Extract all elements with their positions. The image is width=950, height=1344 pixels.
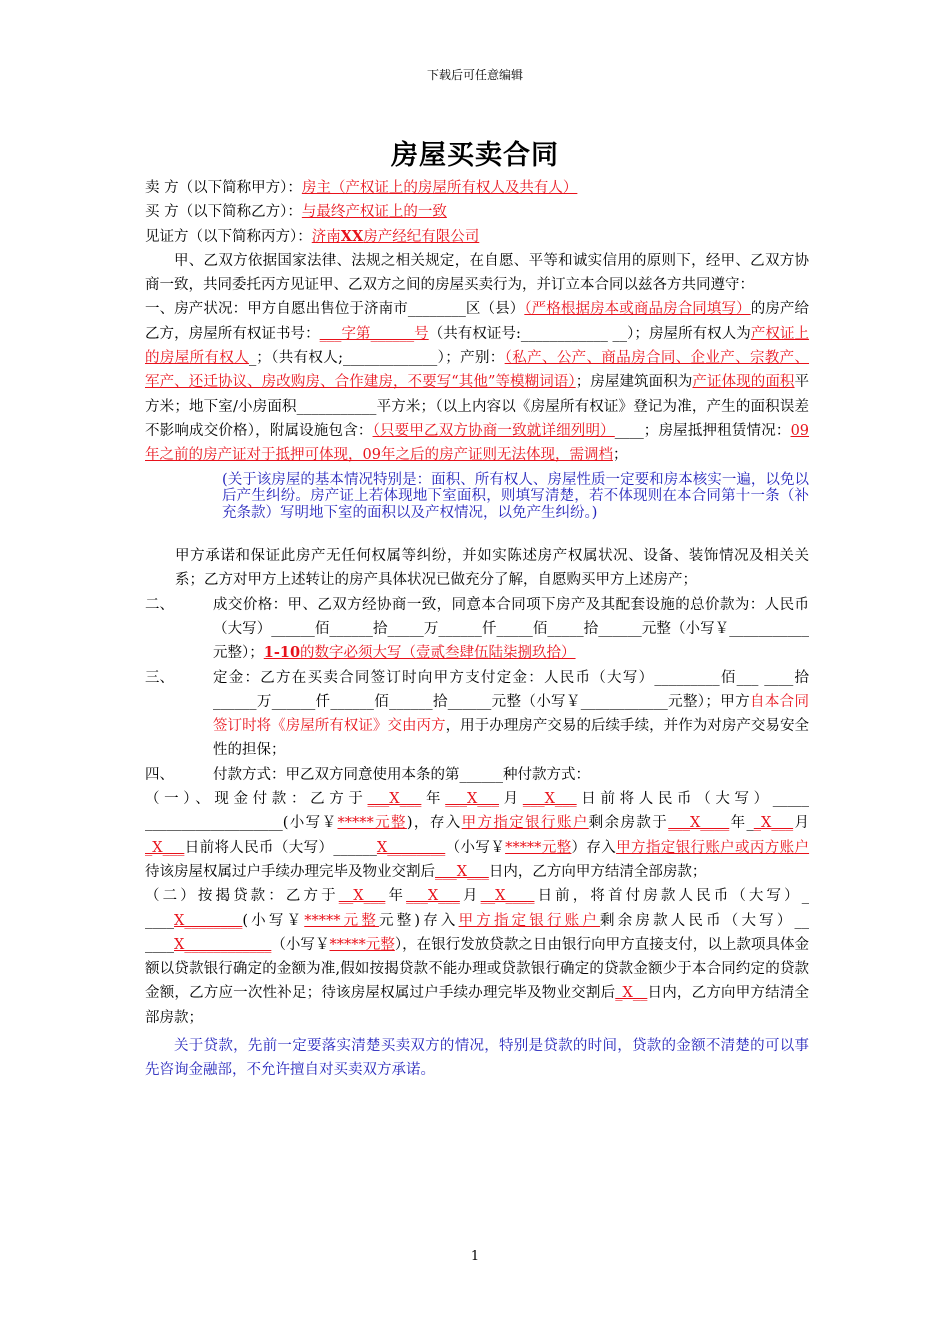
cash-x6: _X___ xyxy=(145,839,185,856)
s3-content xyxy=(175,666,809,763)
s2-digits-note: 1-10 xyxy=(263,644,301,662)
page-title: 房屋买卖合同 xyxy=(391,140,559,171)
s1-text-e: （共有权证号:____________ __）；房屋所有权人为 xyxy=(428,325,751,342)
s3-text: 定金：乙方在买卖合同签订时向甲方支付定金：人民币（大写）_________佰___ ____拾______万______仟______佰______拾______元整（小写￥____________元整）； xyxy=(213,669,809,710)
cash-l: （小写￥ xyxy=(445,839,506,856)
s4-text: 付款方式：甲乙双方同意使用本条的第______种付款方式： xyxy=(213,766,590,783)
loan-d: 日前，将首付房款人民币（大写）_ ____ xyxy=(145,888,810,929)
loan-note: 关于贷款，先前一定要落实清楚买卖双方的情况，特别是贷款的时间，贷款的金额不清楚的可以事先咨询金融部，不允许擅自对买卖双方承诺。 xyxy=(145,1038,809,1079)
loan-e: (小写￥ xyxy=(242,912,305,929)
s1-text-o: ； xyxy=(612,447,628,464)
s3-tail: ，用于办理房产交易的后续手续，并作为对房产交易安全性的担保； xyxy=(213,718,810,759)
s4-number: 四、 xyxy=(145,766,174,783)
s1-text-i: ；房屋建筑面积为 xyxy=(575,374,693,391)
spacer xyxy=(145,521,809,544)
loan-k: *****元整 xyxy=(329,936,395,953)
cash-q: 日内，乙方向甲方结清全部房款； xyxy=(488,863,707,880)
cash-b: 年 xyxy=(421,791,446,808)
cash-n: ）存入 xyxy=(571,839,617,856)
cash-i: 年_ xyxy=(729,815,754,832)
cash-x8: ___X___ xyxy=(435,863,489,880)
cash-d: 日前将人民币（大写）_____ ___________________(小写￥ xyxy=(145,791,810,832)
s1-text-g: _；（共有权人;_____________）；产别： xyxy=(249,350,505,367)
s1-fill-d: ___字第______号 xyxy=(319,325,429,342)
guarantee-paragraph: 甲方承诺和保证此房产无任何权属等纠纷，并如实陈述房产权属状况、设备、装饰情况及相关关系；乙方对甲方上述转让的房产具体状况已做充分了解，自愿购买甲方上述房产； xyxy=(175,548,809,589)
page-header: 下载后可任意编辑 xyxy=(426,68,523,82)
buyer-value: 与最终产权证上的一致 xyxy=(301,204,447,221)
cash-p: 待该房屋权属过户手续办理完毕及物业交割后 xyxy=(145,863,435,880)
s1-fill-h: （私产、公产、商品房合同、企业产、宗教产、军产、还迁协议、房改购房、合作建房，不要写“其他”等模糊词语） xyxy=(145,350,810,391)
property-note: (关于该房屋的基本情况特别是：面积、所有权人、房屋性质一定要和房本核实一遍，以免以后产生纠纷。房产证上若体现地下室面积，则填写清楚，若不体现则在本合同第十一条（补充条款）写明地下室的面积以及产权情况，以免产生纠纷。) xyxy=(222,471,809,521)
s3-number: 三、 xyxy=(145,669,174,686)
loan-payment-clause xyxy=(145,884,809,1030)
witness-line xyxy=(145,225,809,249)
cash-payment-clause xyxy=(145,787,809,884)
cash-j: 月 xyxy=(793,815,810,832)
loan-m: 日内，乙方向甲方结清全部房款； xyxy=(145,985,809,1026)
section-2-price xyxy=(145,593,809,666)
section-4-payment xyxy=(145,763,809,787)
s2-number: 二、 xyxy=(145,596,174,613)
loan-x5: X____________ xyxy=(174,936,272,953)
witness-value-company: 房产经纪有限公司 xyxy=(363,228,480,245)
loan-b: 年 xyxy=(385,888,407,905)
loan-c: 月 xyxy=(459,888,481,905)
cash-e: *****元整 xyxy=(337,815,407,832)
loan-x1: __X___ xyxy=(338,888,386,905)
s2-text: 成交价格：甲、乙双方经协商一致，同意本合同项下房产及其配套设施的总价款为：人民币（大写）______佰______拾_____万______仟_____佰_____拾______元整（小写￥___________元整）； xyxy=(213,596,809,662)
s2-uppercase-note: 的数字必须大写（壹贰叁肆伍陆柒捌玖拾） xyxy=(300,645,576,662)
cash-k: 日前将人民币（大写）______ xyxy=(184,839,377,856)
contract-body xyxy=(145,176,809,1083)
cash-f: )，存入 xyxy=(406,815,462,832)
section-1-property xyxy=(145,297,809,467)
witness-label: 见证方（以下简称丙方）： xyxy=(145,228,312,245)
s3-red-text: 自本合同签订时将《房屋所有权证》交由丙方 xyxy=(213,693,810,735)
cash-x3: ___X___ xyxy=(522,791,577,808)
loan-x3: __X____ xyxy=(480,888,535,905)
loan-l: ），在银行发放贷款之日由银行向甲方直接支付，以上款项具体金额以贷款银行确定的金额为准,假如按揭贷款不能办理或贷款银行确定的贷款金额少于本合同约定的贷款金额，乙方应一次性补足；待该房屋权属过户手续办理完毕及物业交割后 xyxy=(145,936,810,1002)
loan-j: （小写￥ xyxy=(271,936,330,953)
witness-value-city: 济南 xyxy=(311,228,341,245)
cash-x7: X________ xyxy=(376,839,446,856)
cash-a: （一）、现金付款：乙方于 xyxy=(145,791,368,808)
s1-fill-f: 产权证上的房屋所有权人 xyxy=(145,325,810,367)
loan-g: 元整)存入 xyxy=(379,912,459,929)
seller-line xyxy=(145,176,809,200)
loan-f: *****元整 xyxy=(304,912,380,929)
loan-h: 甲方指定银行账户 xyxy=(458,912,601,929)
s1-fill-j: 产证体现的面积 xyxy=(692,374,795,391)
witness-value-xx: XX xyxy=(340,227,364,245)
s3-party: 甲方 xyxy=(719,693,750,710)
seller-value: 房主（产权证上的房屋所有权人及共有人） xyxy=(301,180,578,196)
cash-x4: ___X____ xyxy=(668,815,730,832)
loan-a: （二）按揭贷款：乙方于 xyxy=(145,888,339,905)
loan-x6: _X__ xyxy=(615,985,648,1002)
cash-x1: ___X___ xyxy=(367,791,422,808)
s1-fill-l: （只要甲乙双方协商一致就详细列明） xyxy=(372,422,615,439)
s1-text-m: ____；房屋抵押租赁情况： xyxy=(614,422,791,439)
cash-m: *****元整 xyxy=(505,839,572,856)
cash-o: 甲方指定银行账户或丙方账户 xyxy=(616,839,810,856)
s1-text-c: 的房产给乙方，房屋所有权证书号： xyxy=(145,301,810,342)
intro-paragraph: 甲、乙双方依据国家法律、法规之相关规定，在自愿、平等和诚实信用的原则下，经甲、乙双方协商一致，共同委托丙方见证甲、乙双方之间的房屋买卖行为，并订立本合同以兹各方共同遵守： xyxy=(145,252,809,294)
s1-text-k: 平方米；地下室/小房面积___________平方米；（以上内容以《房屋所有权证》登记为准，产生的面积误差不影响成交价格），附属设施包含： xyxy=(145,374,810,439)
cash-x5: _X___ xyxy=(753,815,794,832)
loan-x4: X________ xyxy=(174,912,243,929)
cash-h: 剩余房款于 xyxy=(588,815,669,832)
buyer-label: 买 方（以下简称乙方）： xyxy=(145,204,302,221)
cash-x2: ___X___ xyxy=(445,791,500,808)
cash-c: 月 xyxy=(499,791,523,808)
s1-text-a: 一、房产状况：甲方自愿出售位于济南市________区（县） xyxy=(145,301,525,318)
s1-fill-n: 09年之前的房产证对于抵押可体现，09年之后的房产证则无法体现，需调档 xyxy=(145,422,810,464)
section-3-deposit xyxy=(145,666,809,763)
buyer-line xyxy=(145,200,809,224)
page-number: 1 xyxy=(470,1249,480,1264)
seller-label: 卖 方（以下简称甲方）： xyxy=(145,180,302,196)
loan-i: 剩余房款人民币（大写）__ ____ xyxy=(145,912,810,953)
s1-fill-b: （严格根据房本或商品房合同填写） xyxy=(524,301,751,318)
cash-g: 甲方指定银行账户 xyxy=(461,815,589,832)
loan-x2: ___X___ xyxy=(406,888,460,905)
s2-content xyxy=(175,593,809,666)
